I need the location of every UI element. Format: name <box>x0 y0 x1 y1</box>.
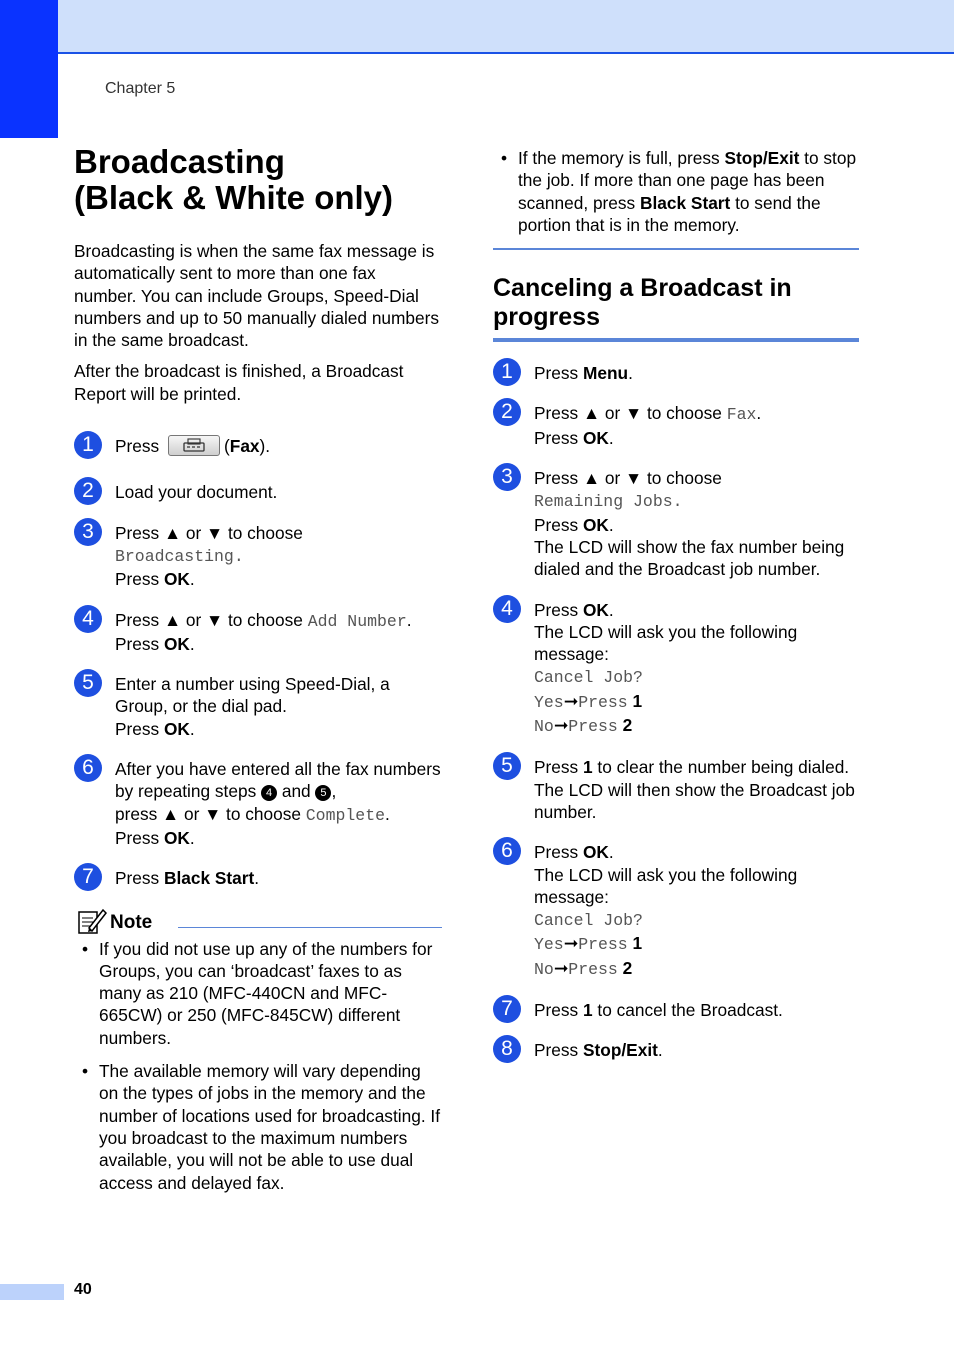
step-6: 6 After you have entered all the fax numbers by repeating steps 4 and 5 , press ▲ or ▼ to choose Complete. Press OK. <box>74 758 442 849</box>
cancel-step-1: 1 Press Menu. <box>493 362 859 384</box>
section-heading: Canceling a Broadcast in progress <box>493 274 792 332</box>
step-3: 3 Press ▲ or ▼ to choose Broadcasting. Press OK. <box>74 522 442 591</box>
fax-key-icon <box>168 435 220 456</box>
cancel-step-6: 6 Press OK. The LCD will ask you the following message: Cancel Job? Yes➞Press 1 No➞Press 2 <box>493 841 859 981</box>
note-rule <box>178 927 442 928</box>
step-ref-4: 4 <box>261 785 277 801</box>
lcd-message: Cancel Job? <box>534 911 643 931</box>
note-list <box>74 938 442 1194</box>
step-ref-5: 5 <box>315 785 331 801</box>
note-header <box>74 908 442 938</box>
memory-full-note <box>493 147 859 236</box>
step-number: 1 <box>74 431 102 459</box>
cancel-step-7: 7 Press 1 to cancel the Broadcast. <box>493 999 859 1021</box>
section-heading-rule <box>493 338 859 342</box>
note-title: Note <box>110 911 153 933</box>
page-number: 40 <box>74 1281 92 1298</box>
lcd-message: Cancel Job? <box>534 668 643 688</box>
cancel-step-5: 5 Press 1 to clear the number being dialed. The LCD will then show the Broadcast job number. <box>493 756 859 823</box>
step-1: 1 Press (Fax). <box>74 435 442 457</box>
chapter-tab <box>0 0 58 138</box>
step-5: 5 Enter a number using Speed-Dial, a Group, or the dial pad. Press OK. <box>74 673 442 740</box>
intro-paragraph-2: After the broadcast is finished, a Broadcast Report will be printed. <box>74 361 404 404</box>
left-column <box>74 144 442 1205</box>
footer-band <box>0 1284 64 1300</box>
step-2: 2 Load your document. <box>74 481 442 503</box>
cancel-step-2: 2 Press ▲ or ▼ to choose Fax. Press OK. <box>493 402 859 449</box>
note-item: • The available memory will vary depending on the types of jobs in the memory and the number of locations used for broadcasting. If you broadcast to the maximum numbers available, you will not be able to use dual access and delayed fax. <box>74 1060 442 1194</box>
cancel-step-3: 3 Press ▲ or ▼ to choose Remaining Jobs. Press OK. The LCD will show the fax number being dialed and the Broadcast job number. <box>493 467 859 580</box>
note-item: • If the memory is full, press Stop/Exit to stop the job. If more than one page has been scanned, press Black Start to send the portion that is in the memory. <box>493 147 859 236</box>
step-7: 7 Press Black Start. <box>74 867 442 889</box>
right-column <box>493 147 859 1080</box>
cancel-step-8: 8 Press Stop/Exit. <box>493 1039 859 1061</box>
page-title: Broadcasting (Black & White only) <box>74 143 394 216</box>
intro-paragraph: Broadcasting is when the same fax message is automatically sent to more than one fax number. You can include Groups, Speed-Dial numbers and up to 50 manually dialed numbers in the same broadcast. <box>74 241 440 351</box>
header-band <box>0 0 954 54</box>
note-item: • If you did not use up any of the numbers for Groups, you can ‘broadcast’ faxes to as many as 210 (MFC-440CN and MFC-665CW) or 250 (MFC-845CW) different numbers. <box>74 938 442 1049</box>
cancel-step-4: 4 Press OK. The LCD will ask you the following message: Cancel Job? Yes➞Press 1 No➞Press 2 <box>493 599 859 739</box>
section-divider <box>493 248 859 250</box>
note-pencil-icon <box>76 906 108 936</box>
step-4: 4 Press ▲ or ▼ to choose Add Number. Press OK. <box>74 609 442 656</box>
chapter-label: Chapter 5 <box>105 80 176 97</box>
